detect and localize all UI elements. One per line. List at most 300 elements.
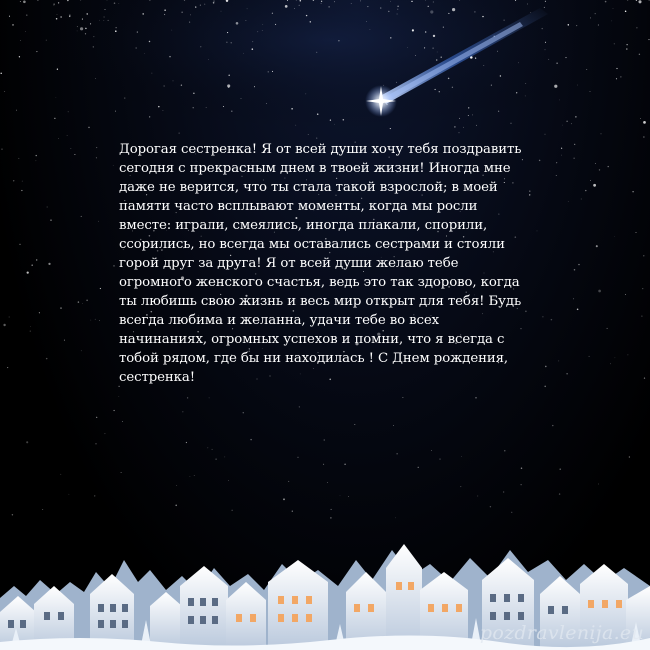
star: [96, 417, 97, 418]
star: [525, 96, 526, 97]
star: [26, 441, 28, 443]
star: [99, 320, 100, 321]
star: [305, 94, 306, 95]
star: [103, 20, 104, 21]
star: [539, 160, 541, 162]
star: [13, 180, 14, 181]
star: [632, 191, 633, 192]
star: [95, 319, 96, 320]
star: [173, 81, 174, 82]
star: [428, 6, 429, 7]
star: [115, 111, 116, 112]
star: [556, 175, 557, 176]
star: [323, 464, 324, 465]
star: [577, 309, 579, 311]
star: [443, 27, 444, 28]
star: [608, 166, 609, 167]
star: [262, 30, 263, 31]
star: [252, 41, 253, 42]
star: [207, 447, 208, 448]
star: [299, 5, 300, 6]
star: [397, 13, 398, 14]
star: [297, 457, 298, 458]
star: [324, 439, 325, 440]
star: [529, 191, 530, 192]
star: [424, 47, 425, 48]
star: [459, 118, 460, 119]
star: [68, 111, 69, 112]
star: [200, 5, 201, 6]
star: [433, 2, 434, 3]
star: [527, 4, 528, 5]
star: [390, 37, 391, 38]
star: [638, 0, 641, 3]
star: [329, 6, 330, 7]
star: [367, 6, 368, 7]
star: [236, 22, 239, 25]
star: [292, 511, 293, 512]
star: [9, 16, 10, 17]
star: [162, 110, 163, 111]
star: [20, 1, 21, 2]
star: [186, 442, 187, 443]
star: [144, 53, 145, 54]
star: [316, 137, 317, 138]
star: [36, 51, 37, 52]
star: [94, 36, 95, 37]
star: [221, 11, 222, 12]
star: [411, 1, 412, 2]
star: [243, 412, 244, 413]
star: [85, 33, 86, 34]
star: [600, 133, 601, 134]
star: [545, 42, 546, 43]
star: [118, 396, 119, 397]
star: [176, 485, 177, 486]
star: [294, 8, 295, 9]
star: [395, 517, 396, 518]
star: [12, 24, 14, 26]
star: [223, 106, 224, 107]
star: [187, 397, 188, 398]
star: [212, 449, 213, 450]
star: [542, 316, 543, 317]
star: [425, 31, 426, 32]
star: [575, 116, 576, 117]
star: [526, 83, 527, 84]
star: [627, 0, 628, 1]
star: [561, 155, 562, 156]
star: [1, 149, 2, 150]
star: [521, 484, 522, 485]
star: [252, 48, 254, 50]
star: [393, 425, 394, 426]
star: [529, 194, 530, 195]
star: [19, 56, 20, 57]
star: [586, 69, 587, 70]
star: [448, 13, 449, 14]
star: [285, 5, 288, 8]
star: [0, 73, 1, 74]
star: [390, 1, 391, 2]
star: [348, 496, 349, 497]
star: [537, 231, 538, 232]
star: [183, 412, 184, 413]
star: [16, 110, 17, 111]
star: [611, 21, 612, 22]
star: [545, 134, 546, 135]
star: [574, 269, 576, 271]
star: [224, 457, 225, 458]
star: [245, 20, 246, 21]
star: [327, 482, 328, 483]
star: [334, 1, 335, 2]
star: [142, 13, 144, 15]
star: [195, 6, 196, 7]
star: [475, 57, 476, 58]
star: [560, 469, 561, 470]
star: [118, 3, 119, 4]
star: [459, 132, 460, 133]
star: [351, 3, 352, 4]
star: [204, 4, 205, 5]
star: [257, 31, 258, 32]
star: [67, 135, 68, 136]
star: [590, 17, 591, 18]
star: [518, 63, 519, 64]
star: [437, 52, 438, 53]
star: [200, 46, 201, 47]
star: [87, 13, 88, 14]
star: [81, 350, 82, 351]
star: [568, 201, 569, 202]
star: [640, 118, 641, 119]
star: [262, 24, 263, 25]
star: [241, 98, 242, 99]
star: [589, 356, 590, 357]
star: [113, 165, 114, 166]
star: [491, 85, 492, 86]
star: [56, 97, 57, 98]
star: [418, 467, 419, 468]
star: [334, 124, 335, 125]
star: [574, 144, 575, 145]
star: [209, 398, 210, 399]
star: [95, 443, 96, 444]
star: [268, 71, 269, 72]
star: [629, 456, 630, 457]
star: [460, 486, 461, 487]
star: [182, 12, 183, 13]
star: [616, 78, 617, 79]
star: [397, 453, 398, 454]
star: [30, 326, 31, 327]
star: [96, 158, 97, 159]
star: [317, 113, 319, 115]
star: [46, 40, 47, 41]
star: [545, 49, 546, 50]
star: [477, 496, 478, 497]
star: [57, 69, 58, 70]
star: [80, 0, 81, 1]
star: [74, 154, 75, 155]
star: [545, 1, 546, 2]
star: [181, 85, 182, 86]
star: [412, 29, 414, 31]
star: [3, 324, 5, 326]
star: [23, 0, 26, 3]
star: [415, 55, 416, 56]
star: [396, 82, 397, 83]
star: [565, 57, 566, 58]
star: [544, 386, 545, 387]
star: [215, 458, 217, 460]
star: [503, 20, 504, 21]
star: [299, 406, 300, 407]
star: [472, 114, 473, 115]
star: [556, 162, 557, 163]
star: [19, 244, 20, 245]
star: [544, 7, 545, 8]
star: [82, 303, 83, 304]
star: [316, 52, 317, 53]
star: [64, 340, 65, 341]
star: [461, 456, 462, 457]
star: [25, 31, 26, 32]
star: [616, 68, 617, 69]
star: [228, 75, 230, 77]
star: [37, 0, 38, 1]
star: [593, 184, 596, 187]
star: [559, 100, 560, 101]
star: [193, 93, 194, 94]
star: [598, 290, 601, 293]
star: [247, 8, 248, 9]
star: [649, 0, 650, 1]
star: [402, 397, 403, 398]
star: [121, 472, 122, 473]
star: [108, 20, 109, 21]
star: [189, 22, 190, 23]
star: [566, 121, 567, 122]
star: [571, 123, 572, 124]
star: [310, 21, 311, 22]
star: [232, 510, 233, 511]
star: [124, 98, 125, 99]
birthday-message: Дорогая сестренка! Я от всей души хочу тебя поздравить сегодня с прекрасным днем в твоей жизни! Иногда мне даже не верится, что ты стала такой взрослой; в моей памяти часто всплывают моменты, когда мы росли вместе: играли, смеялись, иногда плакали, спорили, ссорились, но всегда мы оставались сестрами и стояли горой друг за друга! Я от всей души желаю тебе огромного женского счастья, ведь это так здорово, когда ты любишь свою жизнь и весь мир открыт для тебя! Будь всегда любима и желанна, удачи тебе во всех начинаниях, огромных успехов и помни, что я всегда с тобой рядом, где бы ни находилась ! С Днем рождения, сестренка!: [119, 142, 522, 385]
star: [607, 328, 608, 329]
star: [321, 1, 322, 2]
star: [476, 125, 477, 126]
star: [439, 458, 440, 459]
star: [172, 30, 173, 31]
star: [516, 92, 517, 93]
star: [69, 16, 70, 17]
star: [643, 255, 644, 256]
star: [58, 138, 59, 139]
star: [283, 498, 285, 500]
star: [295, 125, 296, 126]
star: [47, 207, 48, 208]
star: [644, 377, 645, 378]
star: [585, 190, 586, 191]
star: [503, 491, 504, 492]
star: [338, 40, 339, 41]
star: [100, 288, 101, 289]
star: [122, 421, 123, 422]
star: [149, 116, 150, 117]
star: [343, 119, 345, 121]
star: [80, 27, 83, 30]
star: [598, 484, 599, 485]
star: [69, 494, 70, 495]
star: [57, 14, 58, 15]
star: [228, 480, 229, 481]
star: [50, 219, 52, 221]
star: [104, 433, 105, 434]
star: [432, 47, 433, 48]
star: [331, 509, 332, 510]
star: [366, 21, 367, 22]
star: [648, 39, 649, 40]
star: [545, 366, 547, 368]
star: [275, 24, 276, 25]
star: [556, 62, 557, 63]
star: [641, 315, 642, 316]
star: [114, 2, 116, 4]
star: [576, 25, 577, 26]
star: [21, 190, 22, 191]
star: [521, 467, 522, 468]
star: [39, 312, 40, 313]
star: [213, 2, 215, 4]
star: [152, 73, 153, 74]
star: [227, 32, 228, 33]
star: [4, 91, 5, 92]
star: [552, 425, 553, 426]
star: [136, 48, 137, 49]
star: [614, 236, 615, 237]
star: [436, 59, 438, 61]
star: [558, 361, 559, 362]
star: [548, 59, 549, 60]
star: [504, 450, 505, 451]
star: [498, 111, 499, 112]
star: [551, 319, 553, 321]
star: [243, 53, 244, 54]
star: [69, 14, 70, 15]
star: [190, 476, 191, 477]
star: [60, 307, 61, 308]
star: [625, 10, 627, 12]
star: [99, 20, 100, 21]
star: [36, 155, 37, 156]
star: [88, 127, 90, 129]
star: [483, 65, 484, 66]
star: [397, 9, 398, 10]
star: [407, 47, 408, 48]
star: [370, 29, 371, 30]
star: [116, 27, 117, 28]
star: [42, 509, 43, 510]
star: [380, 7, 382, 9]
site-watermark: pozdravlenija.eu: [479, 622, 644, 644]
star: [625, 294, 626, 295]
star: [231, 111, 232, 112]
star: [194, 475, 195, 476]
star: [77, 26, 78, 27]
star: [626, 48, 628, 50]
star: [77, 31, 78, 32]
star: [95, 78, 96, 79]
star: [390, 128, 391, 129]
star: [490, 506, 491, 507]
star: [272, 13, 273, 14]
star: [448, 78, 450, 80]
star: [53, 3, 55, 5]
star: [636, 0, 637, 1]
star: [231, 42, 232, 43]
star: [577, 85, 578, 86]
star: [71, 148, 72, 149]
star: [164, 85, 165, 86]
star: [568, 24, 569, 25]
star: [515, 0, 516, 1]
star: [595, 13, 596, 14]
star: [9, 317, 10, 318]
star: [96, 147, 97, 148]
star: [179, 133, 180, 134]
star: [340, 495, 341, 496]
star: [643, 136, 644, 137]
star: [430, 10, 433, 13]
star: [53, 5, 54, 6]
star: [354, 424, 355, 425]
star: [60, 16, 61, 17]
star: [474, 11, 475, 12]
star: [46, 358, 47, 359]
star: [86, 300, 88, 302]
star: [330, 119, 331, 120]
star: [452, 8, 455, 11]
star: [599, 169, 600, 170]
star: [20, 40, 21, 41]
star: [214, 1, 215, 2]
star: [94, 495, 95, 496]
star: [113, 265, 114, 266]
star: [573, 298, 574, 299]
star: [590, 91, 591, 92]
star: [330, 517, 331, 518]
star: [27, 271, 29, 273]
star: [360, 0, 361, 1]
star: [54, 118, 55, 119]
star: [18, 158, 19, 159]
star: [85, 28, 87, 30]
star: [463, 127, 464, 128]
star: [208, 59, 209, 60]
star: [530, 12, 531, 13]
star: [636, 27, 637, 28]
star: [12, 514, 13, 515]
star: [321, 3, 322, 4]
star: [58, 2, 59, 3]
star: [149, 41, 150, 42]
star: [441, 57, 442, 58]
star: [36, 259, 37, 260]
star: [559, 493, 560, 494]
star: [620, 76, 621, 77]
